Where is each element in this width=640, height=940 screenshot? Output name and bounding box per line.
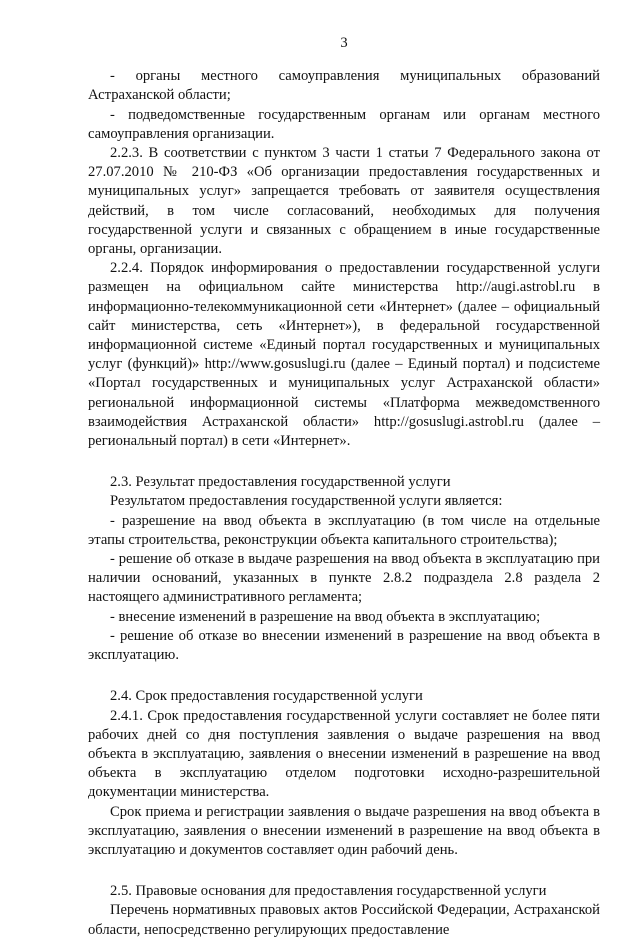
- paragraph: - подведомственные государственным органам или органам местного самоуправления организации.: [88, 106, 600, 142]
- paragraph: - органы местного самоуправления муниципальных образований Астраханской области;: [88, 68, 600, 104]
- paragraph: Перечень нормативных правовых актов Российской Федерации, Астраханской области, непосредственно регулирующих предоставление: [88, 902, 600, 938]
- paragraph: Результатом предоставления государственной услуги является:: [110, 493, 503, 510]
- page-number: 3: [340, 35, 348, 51]
- paragraph: - разрешение на ввод объекта в эксплуатацию (в том числе на отдельные этапы строительства, реконструкции объекта капитального строительства);: [88, 512, 600, 548]
- paragraph: - решение об отказе в выдаче разрешения на ввод объекта в эксплуатацию при наличии оснований, указанных в пункте 2.8.2 подраздела 2.8 раздела 2 настоящего административного регламента;: [88, 551, 600, 606]
- paragraph: - решение об отказе во внесении изменений в разрешение на ввод объекта в эксплуатацию.: [88, 627, 600, 664]
- paragraph: 2.4.1. Срок предоставления государственной услуги составляет не более пяти рабочих дней со дня поступления заявления о выдаче разрешения на ввод объекта в эксплуатацию, заявления о внесении изменений в разрешение на ввод объекта в эксплуатацию отделом подготовки исходно-разрешительной документации министерства.: [88, 707, 600, 801]
- section-heading: 2.3. Результат предоставления государственной услуги: [110, 474, 451, 491]
- section-heading: 2.4. Срок предоставления государственной услуги: [110, 688, 423, 705]
- section-heading: 2.5. Правовые основания для предоставления государственной услуги: [110, 883, 547, 900]
- paragraph: 2.2.3. В соответствии с пунктом 3 части 1 статьи 7 Федерального закона от 27.07.2010 № 210-ФЗ «Об организации предоставления государственных и муниципальных услуг» запрещается требовать от заявителя осуществления действий, в том числе согласований, необходимых для получения государственной услуги и связанных с обращением в иные государственные органы, организации.: [88, 145, 600, 258]
- paragraph: Срок приема и регистрации заявления о выдаче разрешения на ввод объекта в эксплуатацию, заявления о внесении изменений в разрешение на ввод объекта в эксплуатацию и документов составляет один рабочий день.: [88, 803, 600, 858]
- paragraph: - внесение изменений в разрешение на ввод объекта в эксплуатацию;: [110, 608, 541, 625]
- paragraph: 2.2.4. Порядок информирования о предоставлении государственной услуги размещен на официальном сайте министерства http://augi.astrobl.ru в информационно-телекоммуникационной сети «Интернет» (далее – официальный сайт министерства, сеть «Интернет»), в федеральной государственной информационной системе «Единый портал государственных и муниципальных услуг (функций)» http://www.gosuslugi.ru (далее – Единый портал) и подсистеме «Портал государственных и муниципальных услуг Астраханской области» региональной информационной системы «Платформа межведомственного взаимодействия Астраханской области» http://gosuslugi.astrobl.ru (далее – региональный портал) в сети «Интернет».: [88, 260, 600, 450]
- document-body: [88, 67, 600, 940]
